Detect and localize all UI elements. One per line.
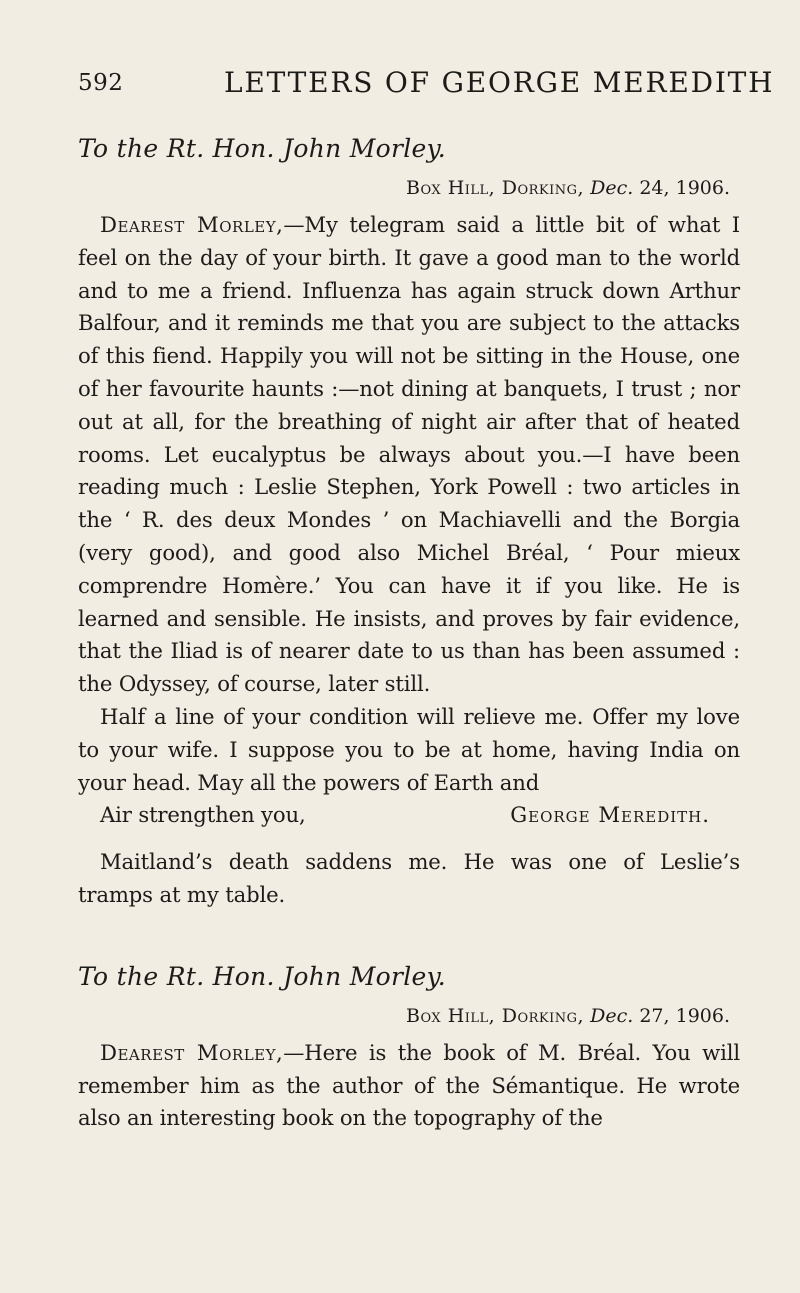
closing-text: Air strengthen you, [100, 802, 306, 828]
postscript: Maitland’s death saddens me. He was one of Leslie’s tramps at my table. [78, 849, 740, 907]
letter-dateline [78, 177, 740, 199]
letter-date: 27, 1906. [639, 1004, 730, 1027]
letter-greeting: Dearest Morley, [100, 1039, 284, 1065]
letter-addressee: To the Rt. Hon. John Morley. [78, 134, 446, 163]
letter-dec-24 [78, 134, 740, 912]
page-number: 592 [78, 70, 124, 96]
letter-place: Box Hill, Dorking, [406, 1004, 585, 1027]
letter-date-month: Dec. [590, 177, 634, 199]
letter-paragraph: Half a line of your condition will relieve me. Offer my love to your wife. I suppose you to be at home, having India on your head. May all the powers of Earth and [78, 703, 740, 795]
letter-paragraph [78, 1037, 740, 1135]
running-head: LETTERS OF GEORGE MEREDITH [224, 66, 775, 99]
letter-date: 24, 1906. [639, 177, 730, 199]
letter-addressee: To the Rt. Hon. John Morley. [78, 961, 446, 991]
letter-date-month: Dec. [590, 1004, 634, 1027]
letter-paragraph-text: —My telegram said a little bit of what I feel on the day of your birth. It gave a good man to the world and to me a friend. Influenza has again struck down Arthur Balfour, and it reminds me that you are subject to the attacks of this fiend. Happily you will not be sitting in the House, one of her favourite haunts :—not dining at banquets, I trust ; nor out at all, for the breathing of night air after that of heated rooms. Let eucalyptus be always about you.—I have been reading much : Leslie Stephen, York Powell : two articles in the ‘ R. des deux Mondes ’ on Machiavelli and the Borgia (very good), and good also Michel Bréal, ‘ Pour mieux comprendre Homère.’ You can have it if you like. He is learned and sensible. He insists, and proves by fair evidence, that the Iliad is of nearer date to us than has been assumed : the Odyssey, of course, later still. [78, 212, 740, 697]
signature-line [78, 799, 740, 832]
letter-paragraph [78, 209, 740, 701]
letter-place: Box Hill, Dorking, [406, 177, 585, 199]
page-header [78, 60, 775, 106]
signature: George Meredith. [510, 802, 710, 828]
letter-dateline [78, 1005, 740, 1027]
letter-greeting: Dearest Morley, [100, 212, 284, 237]
letter-paragraph-text: —Here is the book of M. Bréal. You will remember him as the author of the Sémantique. He wrote also an interesting book on the topography of the [78, 1039, 740, 1131]
letter-dec-27 [78, 962, 740, 1135]
